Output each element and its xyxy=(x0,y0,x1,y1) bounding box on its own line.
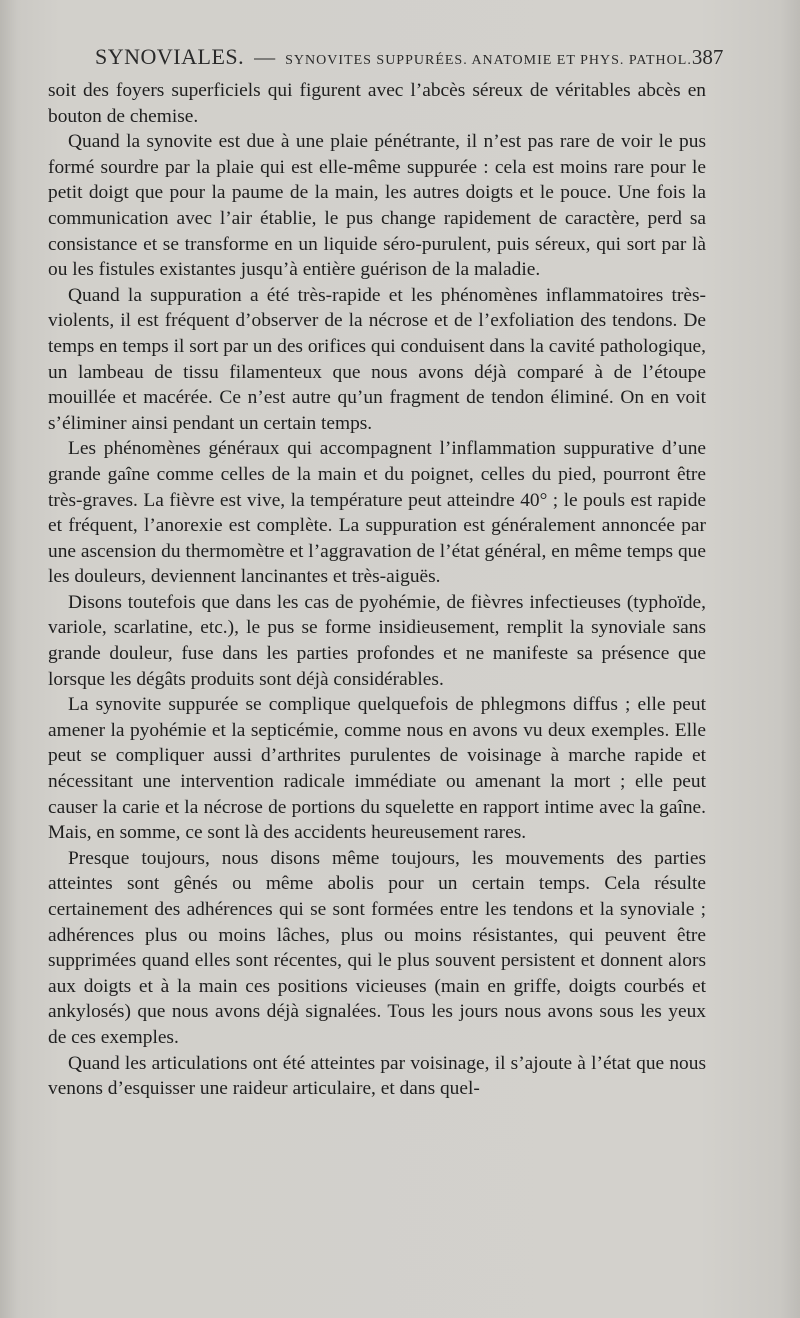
paragraph-1: soit des foyers superficiels qui figurent avec l’abcès séreux de véritables abcès en bouton de chemise. xyxy=(48,80,706,127)
body-text xyxy=(48,78,706,1102)
paragraph-3: Quand la suppuration a été très-rapide et les phénomènes inflammatoires très-violents, il est fréquent d’observer de la nécrose et de l’exfoliation des tendons. De temps en temps il sort par un des orifices qui conduisent dans la cavité pathologique, un lambeau de tissu filamenteux que nous avons déjà comparé à de l’étoupe mouillée et macérée. Ce n’est autre qu’un fragment de tendon éliminé. On en voit s’éliminer ainsi pendant un certain temps. xyxy=(48,284,706,434)
paragraph-6: La synovite suppurée se complique quelquefois de phlegmons diffus ; elle peut amener la pyohémie et la septicémie, comme nous en avons vu deux exemples. Elle peut se compliquer aussi d’arthrites purulentes de voisinage à marche rapide et nécessitant une intervention radicale immédiate ou amenant la mort ; elle peut causer la carie et la nécrose de portions du squelette en rapport intime avec la gaîne. Mais, en somme, ce sont là des accidents heureusement rares. xyxy=(48,694,706,844)
header-dash: — xyxy=(254,45,276,69)
paragraph-2: Quand la synovite est due à une plaie pénétrante, il n’est pas rare de voir le pus formé sourdre par la plaie qui est elle-même suppurée : cela est moins rare pour le petit doigt que pour la paume de la main, les autres doigts et le pouce. Une fois la communication avec l’air établie, le pus change rapidement de caractère, perd sa consistance et se transforme en un liquide séro-purulent, puis séreux, qui sort par là ou les fistules existantes jusqu’à entière guérison de la maladie. xyxy=(48,131,706,281)
header-subtitle: SYNOVITES SUPPURÉES. ANATOMIE ET PHYS. PATHOL. xyxy=(285,53,692,68)
paragraph-4: Les phénomènes généraux qui accompagnent l’inflammation suppurative d’une grande gaîne comme celles de la main et du poignet, celles du pied, pourront être très-graves. La fièvre est vive, la température peut atteindre 40° ; le pouls est rapide et fréquent, l’anorexie est complète. La suppuration est généralement annoncée par une ascension du thermomètre et l’aggravation de l’état général, en même temps que les douleurs, deviennent lancinantes et très-aiguës. xyxy=(48,438,706,588)
page-number: 387 xyxy=(691,45,724,69)
paragraph-8: Quand les articulations ont été atteintes par voisinage, il s’ajoute à l’état que nous venons d’esquisser une raideur articulaire, et dans quel- xyxy=(48,1052,706,1100)
header-title: SYNOVIALES. xyxy=(95,44,245,69)
paragraph-5: Disons toutefois que dans les cas de pyohémie, de fièvres infectieuses (typhoïde, variole, scarlatine, etc.), le pus se forme insidieusement, remplit la synoviale sans grande douleur, fuse dans les parties profondes et ne manifeste sa présence que lorsque les dégâts produits sont déjà considérables. xyxy=(48,591,706,690)
paragraph-7: Presque toujours, nous disons même toujours, les mouvements des parties atteintes sont gênés ou même abolis pour un certain temps. Cela résulte certainement des adhérences qui se sont formées entre les tendons et la synoviale ; adhérences plus ou moins lâches, plus ou moins résistantes, qui peuvent être supprimées quand elles sont récentes, qui le plus souvent persistent et donnent alors aux doigts et à la main ces positions vicieuses (main en griffe, doigts courbés et ankylosés) que nous avons déjà signalées. Tous les jours nous avons sous les yeux de ces exemples. xyxy=(48,847,706,1048)
running-header xyxy=(95,44,724,70)
